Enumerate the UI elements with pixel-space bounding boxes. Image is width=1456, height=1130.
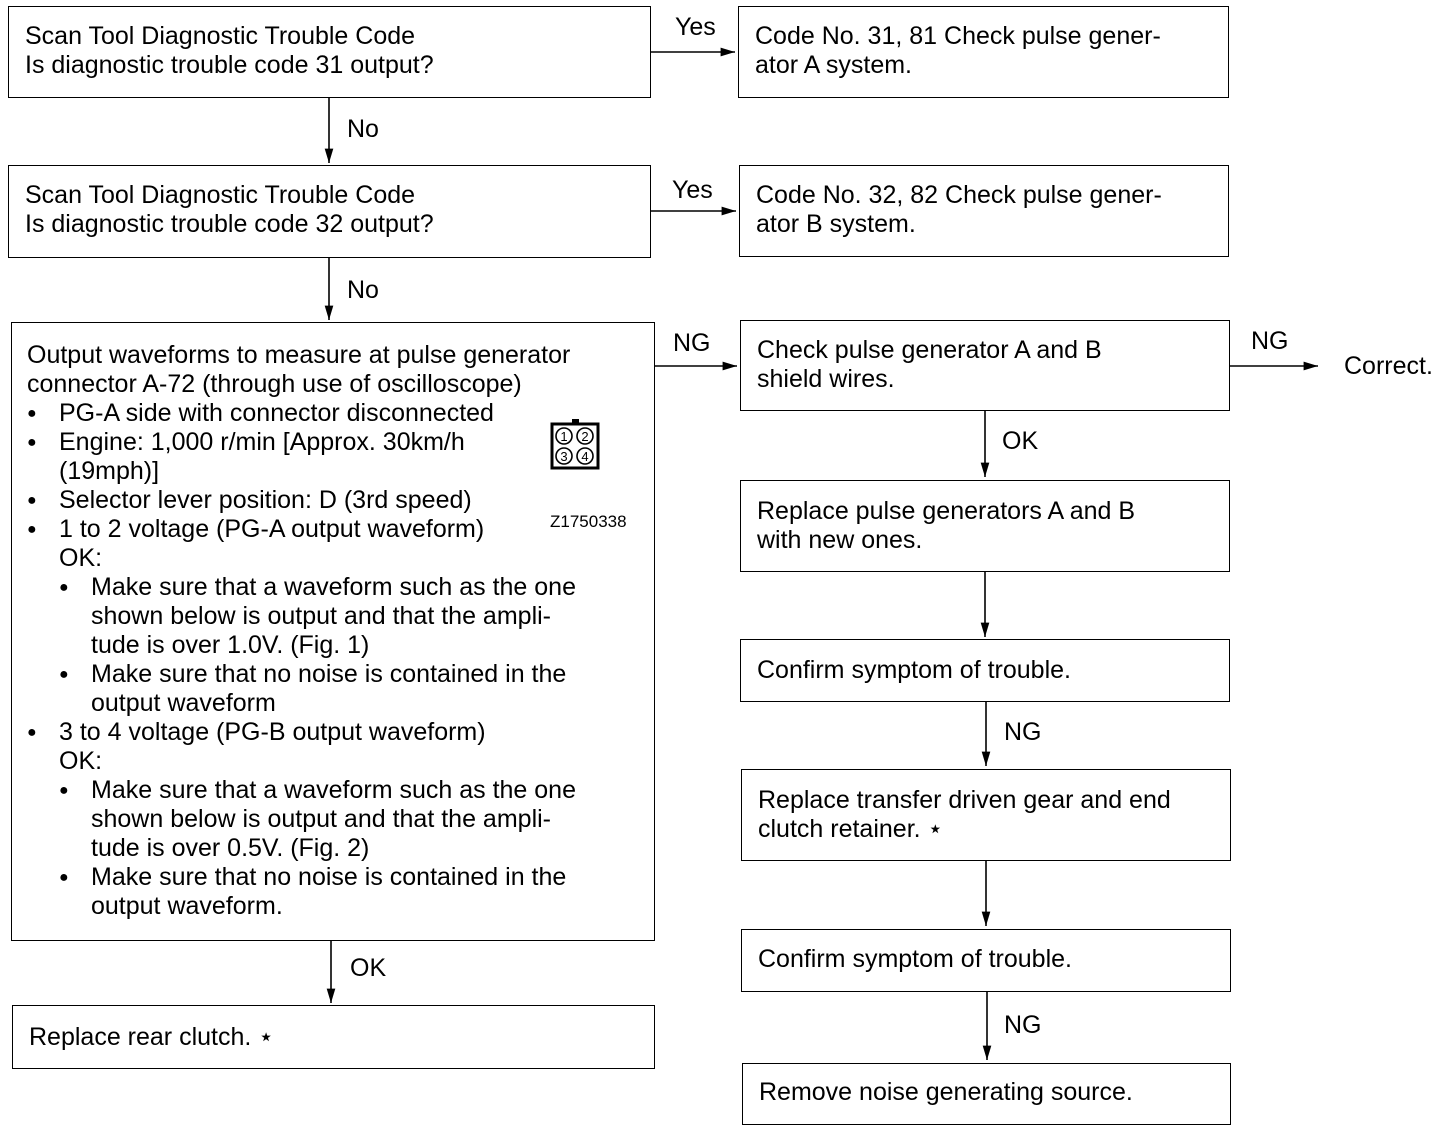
label-ng-inspect: NG: [673, 329, 711, 357]
remove-noise-box: [742, 1063, 1231, 1125]
label-no-2: No: [347, 276, 379, 304]
inspect-sub-3a: ● Make sure that a waveform such as the one: [59, 776, 644, 805]
shield-wires-box: [740, 320, 1230, 411]
inspect-ok-1: OK:: [59, 544, 103, 572]
inspect-bullet-selector: ● Selector lever position: D (3rd speed): [27, 486, 644, 515]
result-code-32-box: [739, 165, 1229, 257]
shield-line2: shield wires.: [757, 365, 895, 393]
inspect-bullet-engine-b: (19mph)]: [59, 457, 160, 485]
label-ng-confirm1: NG: [1004, 718, 1042, 746]
inspect-sub-4a: ● Make sure that no noise is contained in the: [59, 863, 644, 892]
pin-1-label: 1: [560, 429, 568, 444]
result-code-31-box: [738, 6, 1229, 98]
inspect-bullet-pg-a: ● PG-A side with connector disconnected: [27, 399, 644, 428]
inspect-sub-3b: shown below is output and that the ampli-: [91, 805, 551, 833]
inspect-sub-2b: output waveform: [91, 689, 276, 717]
confirm1-text: Confirm symptom of trouble.: [757, 656, 1071, 684]
r1-line2: ator A system.: [755, 51, 913, 79]
connector-a72-icon: [550, 418, 600, 470]
rear-clutch-text: Replace rear clutch. ⋆: [29, 1023, 274, 1051]
inspect-bullet-pga-voltage: ● 1 to 2 voltage (PG-A output waveform): [27, 515, 644, 544]
waveform-inspection-box: [11, 322, 655, 941]
r2-line2: ator B system.: [756, 210, 916, 238]
inspect-bullet-engine-a: Engine: 1,000 r/min [Approx. 30km/h: [59, 428, 465, 456]
replace-pg-line2: with new ones.: [757, 526, 923, 554]
inspect-intro-line2: connector A-72 (through use of oscilloscope): [27, 370, 522, 398]
inspect-sub-1c: tude is over 1.0V. (Fig. 1): [91, 631, 370, 659]
remove-noise-text: Remove noise generating source.: [759, 1078, 1133, 1106]
question-dtc-31-box: [8, 6, 651, 98]
inspect-ok-2: OK:: [59, 747, 103, 775]
label-ok-inspect: OK: [350, 954, 387, 982]
replace-rear-clutch-box: [12, 1005, 655, 1069]
pin-4-label: 4: [581, 449, 589, 464]
q2-line2: Is diagnostic trouble code 32 output?: [25, 210, 434, 238]
confirm-symptom-box-1: [740, 639, 1230, 702]
correct-label: Correct.: [1344, 352, 1433, 380]
pin-3-label: 3: [560, 449, 568, 464]
replace-pg-line1: Replace pulse generators A and B: [757, 497, 1136, 525]
replace-pulse-generators-box: [740, 480, 1230, 572]
label-yes-1: Yes: [675, 13, 716, 41]
inspect-sub-1b: shown below is output and that the ampli-: [91, 602, 551, 630]
replace-gear-line1: Replace transfer driven gear and end: [758, 786, 1171, 814]
inspect-sub-3c: tude is over 0.5V. (Fig. 2): [91, 834, 370, 862]
figure-code: Z1750338: [550, 512, 627, 531]
pin-2-label: 2: [581, 429, 589, 444]
shield-line1: Check pulse generator A and B: [757, 336, 1102, 364]
confirm-symptom-box-2: [741, 929, 1231, 992]
label-ok-shield: OK: [1002, 427, 1039, 455]
r1-line1: Code No. 31, 81 Check pulse gener-: [755, 22, 1161, 50]
replace-transfer-gear-box: [741, 769, 1231, 861]
label-no-1: No: [347, 115, 379, 143]
r2-line1: Code No. 32, 82 Check pulse gener-: [756, 181, 1162, 209]
label-ng-shield: NG: [1251, 327, 1289, 355]
q2-line1: Scan Tool Diagnostic Trouble Code: [25, 181, 416, 209]
replace-gear-line2: clutch retainer. ⋆: [758, 815, 944, 843]
inspect-sub-4b: output waveform.: [91, 892, 283, 920]
label-ng-confirm2: NG: [1004, 1011, 1042, 1039]
q1-line1: Scan Tool Diagnostic Trouble Code: [25, 22, 416, 50]
inspect-sub-1a: ● Make sure that a waveform such as the one: [59, 573, 644, 602]
confirm2-text: Confirm symptom of trouble.: [758, 945, 1072, 973]
label-yes-2: Yes: [672, 176, 713, 204]
inspect-intro-line1: Output waveforms to measure at pulse generator: [27, 341, 571, 369]
inspect-sub-2a: ● Make sure that no noise is contained in the: [59, 660, 644, 689]
question-dtc-32-box: [8, 165, 651, 258]
q1-line2: Is diagnostic trouble code 31 output?: [25, 51, 434, 79]
inspect-bullet-pgb-voltage: ● 3 to 4 voltage (PG-B output waveform): [27, 718, 644, 747]
